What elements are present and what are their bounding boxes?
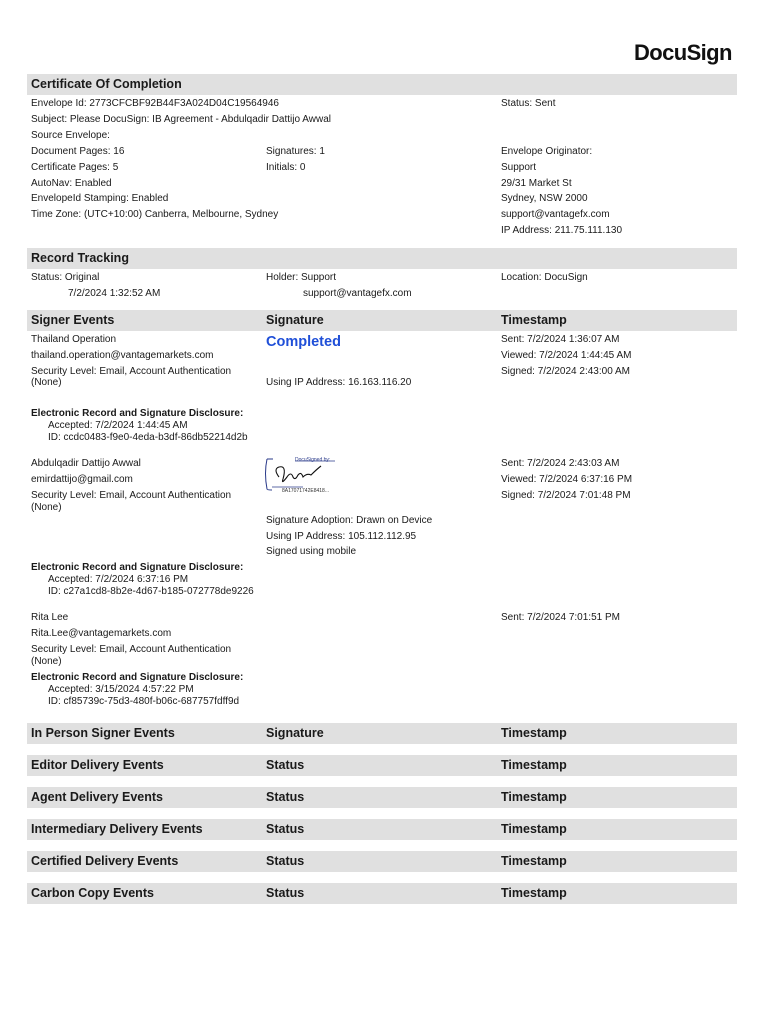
signer-3-email[interactable]: Rita.Lee@vantagemarkets.com [31,628,172,639]
envelope-id: Envelope Id: 2773CFCBF92B44F3A024D04C19564946 [31,98,279,109]
signer-1-disclosure-accepted: Accepted: 7/2/2024 1:44:45 AM [48,420,188,431]
envelope-originator-label: Envelope Originator: [501,146,593,157]
signer-3-disclosure-id: ID: cf85739c-75d3-480f-b06c-687757fdff9d [48,696,240,707]
signer-2-disclosure-title: Electronic Record and Signature Disclosure: [31,562,244,573]
section-col3-header: Timestamp [501,854,567,868]
section-title: Editor Delivery Events [31,758,164,772]
signer-2-signed: Signed: 7/2/2024 7:01:48 PM [501,490,631,501]
signer-2-signature-adoption: Signature Adoption: Drawn on Device [266,515,433,526]
signer-2-sent: Sent: 7/2/2024 2:43:03 AM [501,458,620,469]
signatures-count: Signatures: 1 [266,146,325,157]
agent-delivery-events-bar [27,787,737,808]
envelope-subject: Subject: Please DocuSign: IB Agreement - Abdulqadir Dattijo Awwal [31,114,331,125]
certified-delivery-events-bar [27,851,737,872]
signer-events-title: Signer Events [31,313,115,327]
signer-1-security-none: (None) [31,377,62,388]
record-tracking-title: Record Tracking [31,251,129,265]
signer-3-disclosure-title: Electronic Record and Signature Disclosure: [31,672,244,683]
section-col2-header: Status [266,822,305,836]
carbon-copy-events-bar [27,883,737,904]
section-col3-header: Timestamp [501,758,567,772]
docusign-logo: DocuSign [634,40,732,65]
signer-3-security-none: (None) [31,656,62,667]
signer-1-security-level: Security Level: Email, Account Authentication [31,366,232,377]
signer-3-name: Rita Lee [31,612,69,623]
intermediary-delivery-events-bar [27,819,737,840]
docusigned-by-label: DocuSigned by: [295,457,331,463]
signer-2-email[interactable]: emirdattijo@gmail.com [31,474,133,485]
signer-1-ip-address: Using IP Address: 16.163.116.20 [266,377,412,388]
signer-events-bar [27,310,737,331]
section-col2-header: Status [266,854,305,868]
certificate-header-bar [27,74,737,95]
record-holder-email[interactable]: support@vantagefx.com [303,288,412,299]
section-col3-header: Timestamp [501,726,567,740]
signer-1-name: Thailand Operation [31,334,117,345]
section-col3-header: Timestamp [501,886,567,900]
section-col2-header: Status [266,758,305,772]
section-title: Agent Delivery Events [31,790,163,804]
record-holder: Holder: Support [266,272,337,283]
envelope-status: Status: Sent [501,98,556,109]
signer-1-disclosure-title: Electronic Record and Signature Disclosure: [31,408,244,419]
time-zone: Time Zone: (UTC+10:00) Canberra, Melbourne, Sydney [31,209,279,220]
record-location: Location: DocuSign [501,272,588,283]
signer-3-sent: Sent: 7/2/2024 7:01:51 PM [501,612,620,623]
signer-1-viewed: Viewed: 7/2/2024 1:44:45 AM [501,350,632,361]
record-status: Status: Original [31,272,100,283]
section-col3-header: Timestamp [501,790,567,804]
signer-3-disclosure-accepted: Accepted: 3/15/2024 4:57:22 PM [48,684,194,695]
document-pages: Document Pages: 16 [31,146,125,157]
signer-2-security-none: (None) [31,502,62,513]
section-col2-header: Status [266,790,305,804]
section-col2-header: Signature [266,726,324,740]
section-title: Certified Delivery Events [31,854,179,868]
signer-2-ip-address: Using IP Address: 105.112.112.95 [266,531,417,542]
source-envelope: Source Envelope: [31,130,110,141]
originator-name: Support [501,162,537,173]
signer-2-disclosure-id: ID: c27a1cd8-8b2e-4d67-b185-072778de9226 [48,586,254,597]
signer-1-disclosure-id: ID: ccdc0483-f9e0-4eda-b3df-86db52214d2b [48,432,248,443]
originator-email[interactable]: support@vantagefx.com [501,209,610,220]
section-title: Intermediary Delivery Events [31,822,203,836]
certificate-title: Certificate Of Completion [31,77,182,91]
signer-2-signature-image [265,457,345,497]
timestamp-column-header: Timestamp [501,313,567,327]
section-title: In Person Signer Events [31,726,175,740]
signer-1-email[interactable]: thailand.operation@vantagemarkets.com [31,350,214,361]
certificate-pages: Certificate Pages: 5 [31,162,119,173]
signer-1-sent: Sent: 7/2/2024 1:36:07 AM [501,334,620,345]
record-tracking-bar [27,248,737,269]
signer-2-name: Abdulqadir Dattijo Awwal [31,458,141,469]
originator-address-line1: 29/31 Market St [501,178,572,189]
envelopeid-stamping: EnvelopeId Stamping: Enabled [31,193,169,204]
signature-column-header: Signature [266,313,324,327]
section-title: Carbon Copy Events [31,886,154,900]
signature-id-label: 8A17071742E8418... [282,488,329,494]
autonav: AutoNav: Enabled [31,178,112,189]
editor-delivery-events-bar [27,755,737,776]
signer-1-signed: Signed: 7/2/2024 2:43:00 AM [501,366,630,377]
signer-2-viewed: Viewed: 7/2/2024 6:37:16 PM [501,474,633,485]
originator-ip-address: IP Address: 211.75.111.130 [501,225,623,236]
in-person-signer-events-bar [27,723,737,744]
signer-2-signed-using-mobile: Signed using mobile [266,546,357,557]
signer-2-security-level: Security Level: Email, Account Authentication [31,490,232,501]
initials-count: Initials: 0 [266,162,306,173]
section-col2-header: Status [266,886,305,900]
signer-1-completed-status: Completed [266,334,341,350]
signer-2-disclosure-accepted: Accepted: 7/2/2024 6:37:16 PM [48,574,189,585]
originator-address-line2: Sydney, NSW 2000 [501,193,588,204]
record-status-date: 7/2/2024 1:32:52 AM [68,288,161,299]
signer-3-security-level: Security Level: Email, Account Authentication [31,644,232,655]
section-col3-header: Timestamp [501,822,567,836]
